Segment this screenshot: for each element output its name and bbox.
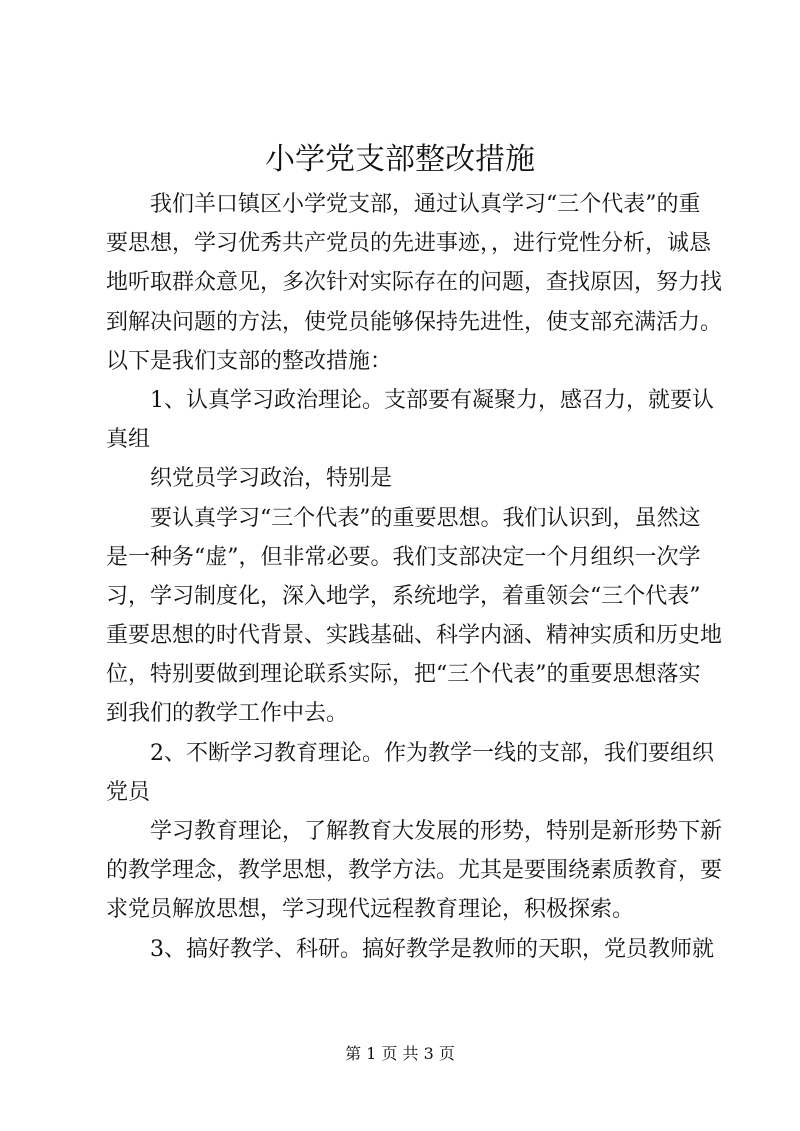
page-footer: 第 1 页 共 3 页	[345, 1044, 455, 1063]
text-line: 3、搞好教学、科研。搞好教学是教师的天职，党员教师就	[150, 936, 714, 962]
text-line: 织党员学习政治，特别是	[150, 466, 393, 492]
text-line: 位，特别要做到理论联系实际，把“三个代表”的重要思想落实	[106, 662, 701, 688]
text-line: 习，学习制度化，深入地学，系统地学，着重领会“三个代表”	[106, 583, 701, 609]
text-line: 到解决问题的方法，使党员能够保持先进性，使支部充满活力。	[106, 309, 723, 335]
text-line: 1、认真学习政治理论。支部要有凝聚力，感召力，就要认	[150, 387, 714, 413]
text-line: 到我们的教学工作中去。	[106, 701, 349, 727]
text-line: 重要思想的时代背景、实践基础、科学内涵、精神实质和历史地	[106, 623, 723, 649]
text-line: 地听取群众意见，多次针对实际存在的问题，查找原因，努力找	[106, 270, 723, 296]
text-line: 是一种务“虚”，但非常必要。我们支部决定一个月组织一次学	[106, 544, 701, 570]
text-line: 我们羊口镇区小学党支部，通过认真学习“三个代表”的重	[150, 192, 701, 217]
text-line: 的教学理念，教学思想，教学方法。尤其是要围绕素质教育，要	[106, 858, 723, 884]
text-line: 真组	[106, 427, 151, 453]
text-line: 以下是我们支部的整改措施：	[106, 348, 393, 374]
text-line: 求党员解放思想，学习现代远程教育理论，积极探索。	[106, 897, 635, 923]
text-line: 2、不断学习教育理论。作为教学一线的支部，我们要组织	[150, 740, 714, 766]
text-line: 要思想，学习优秀共产党员的先进事迹，，进行党性分析，诚恳	[106, 231, 712, 257]
text-line: 要认真学习“三个代表”的重要思想。我们认识到，虽然这	[150, 505, 701, 531]
document-body	[106, 185, 723, 969]
document-title: 小学党支部整改措施	[265, 142, 535, 177]
text-line: 学习教育理论，了解教育大发展的形势，特别是新形势下新	[150, 819, 723, 844]
text-line: 党员	[106, 779, 151, 805]
